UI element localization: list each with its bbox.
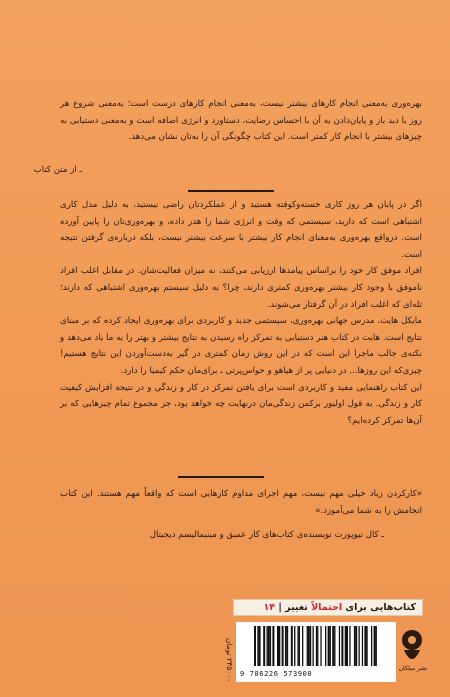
divider-top xyxy=(188,190,274,192)
description-paragraph-2: افراد موفق کار خود را براساس پیامدها ارزیابی می‌کنند، نه میزان فعالیت‌شان. در مقابل اغلب افراد ناموفق با وجود کار بیشتر بهره‌وری کمتری دارند، چرا؟ به دلیل سیستم بهره‌وری اشتباهی که دارند؛ تله‌ای که اغلب افراد در آن گرفتار می‌شوند. xyxy=(60,266,422,310)
description-paragraph-4: این کتاب راهنمایی مفید و کاربردی است برای یافتن تمرکز در کار و زندگی و در نتیجه افزایش کیفیت کار و زندگی. به قول اولیور برکمن زندگی‌مان درنهایت چه خواهد بود، جز مجموع تمام چیزهایی که بر آن‌ها تمرکز کرده‌ایم؟ xyxy=(60,382,422,426)
endorsement-attribution: ـ کال نیوپورت نویسنده‌ی کتاب‌های کار عمیق و مینیمالیسم دیجیتال xyxy=(149,530,384,540)
series-number: ۱۴ xyxy=(263,602,276,613)
series-banner xyxy=(233,599,423,616)
series-suffix: تغییر | xyxy=(275,602,312,613)
intro-attribution: ـ از متن کتاب xyxy=(33,165,82,175)
series-highlight: احتمالاً xyxy=(311,602,343,613)
barcode xyxy=(236,622,396,682)
barcode-digits: 9 786226 573900 xyxy=(240,670,313,678)
series-prefix: کتاب‌هایی برای xyxy=(342,602,416,613)
price-label: ۲۴۵۰۰۰ تومان xyxy=(225,637,234,682)
description-paragraph-1: اگر در پایان هر روز کاری خسته‌وکوفته هستید و از عملکردتان راضی نیستید، به دلیل مدل کاری اشتباهی است که دارید، سیستمی که وقت و انرژی شما را هدر داده، و بهره‌وری‌تان را پایین آورده است. درواقع بهره‌وری به‌معنای انجام کار بیشتر با سرعت بیشتر نیست، بلکه درباره‌ی گرفتن نتیجه است. xyxy=(60,200,422,260)
endorsement-quote: «کارکردن زیاد خیلی مهم نیست، مهم اجرای مداوم کارهایی است که واقعاً مهم هستند. این کتاب انجامش را به شما می‌آموزد.» xyxy=(60,489,422,516)
publisher-name: نشر میلکان xyxy=(398,665,428,672)
barcode-bars xyxy=(254,626,378,670)
divider-bottom xyxy=(178,476,264,478)
intro-quote: بهره‌وری به‌معنی انجام کارهای بیشتر نیست، به‌معنی انجام کارهای درست است؛ به‌معنی شروع هر روز با دید باز و پایان‌دادن به آن با احساس رضایت، دستاورد و انرژی اضافه است و به‌معنی دستیابی به چیزهای بیشتر با انجام کار کمتر است. این کتاب چگونگی آن را به‌تان نشان می‌دهد. xyxy=(60,99,422,143)
description xyxy=(60,197,422,429)
description-paragraph-3: مایکل هایت، مدرس جهانی بهره‌وری، سیستمی جدید و کاربردی برای بهره‌وری ایجاد کرده که بر مبنای نتایج است. هایت در کتاب هنر دستیابی به تمرکز راه رسیدن به نتایج بیشتر و بهتر را به ما یاد می‌دهد و نکته‌ی جالب ماجرا این است که در این روش زمان کمتری در گیر به‌دست‌آوردن این نتایج هستیم! چیزی‌که این روزها... در دنیایی پر از هیاهو و حواس‌پرتی ـ برای‌مان حکم کیمیا را دارد. xyxy=(60,316,422,376)
